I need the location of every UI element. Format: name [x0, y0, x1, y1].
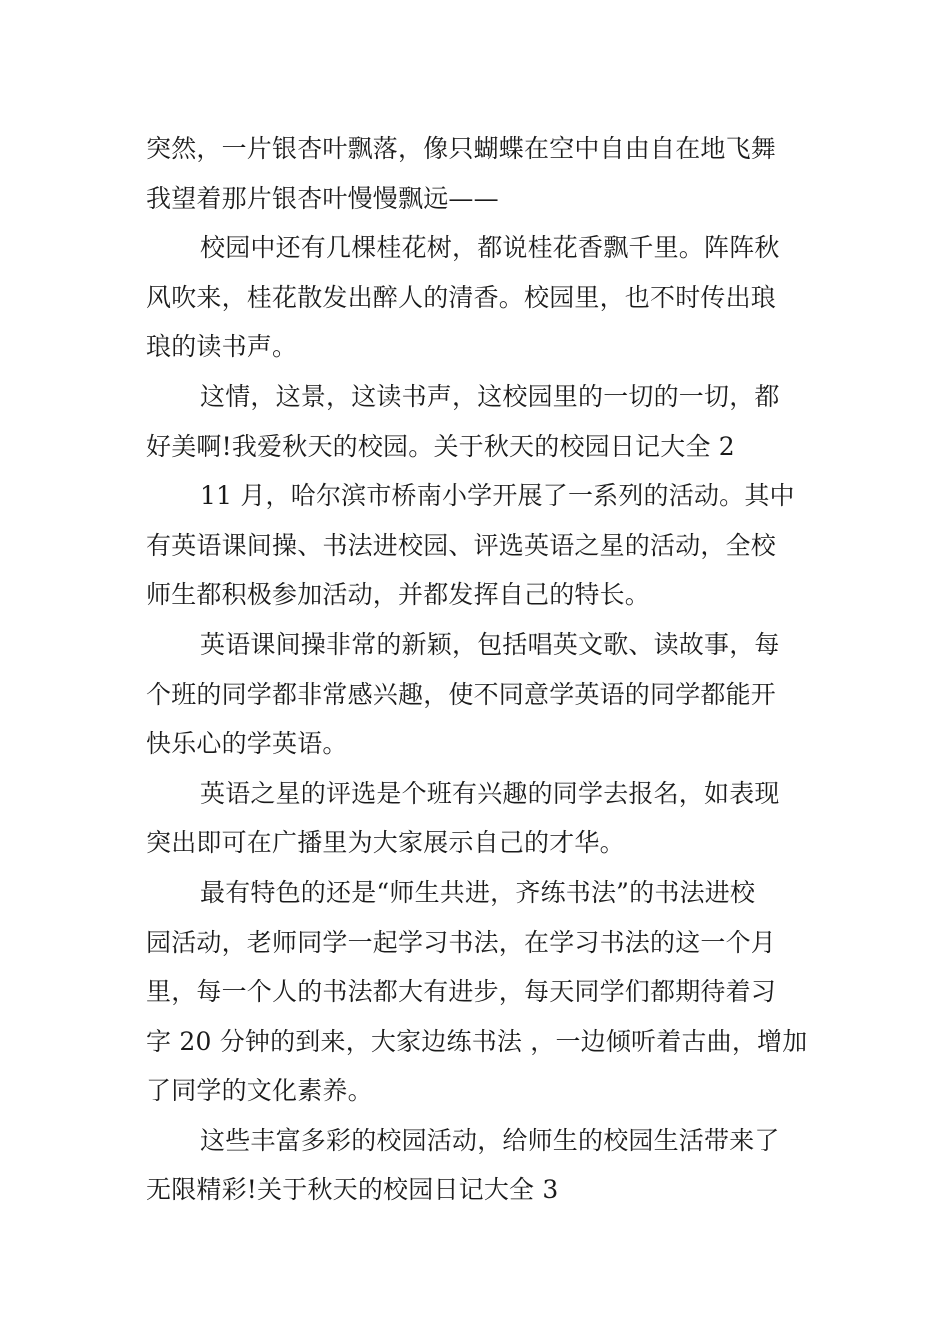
- text-line: 师生都积极参加活动，并都发挥自己的特长。: [146, 580, 651, 610]
- text-line: 快乐心的学英语。: [146, 729, 348, 759]
- text-line: 风吹来，桂花散发出醉人的清香。校园里，也不时传出琅: [146, 282, 777, 312]
- text-line: 琅的读书声。: [146, 332, 298, 362]
- text-line: 突然，一片银杏叶飘落，像只蝴蝶在空中自由自在地飞舞: [146, 134, 777, 163]
- paragraph-start-line: 最有特色的还是“师生共进，齐练书法”的书法进校: [200, 877, 756, 907]
- text-line: 有英语课间操、书法进校园、评选英语之星的活动，全校: [146, 530, 777, 560]
- text-line: 了同学的文化素养。: [146, 1076, 373, 1106]
- text-line: 字 20 分钟的到来，大家边练书法 ，一边倾听着古曲，增加: [146, 1026, 808, 1056]
- paragraph-start-line: 11 月，哈尔滨市桥南小学开展了一系列的活动。其中: [200, 481, 795, 511]
- text-line: 里，每一个人的书法都大有进步，每天同学们都期待着习: [146, 977, 777, 1007]
- text-line: 我望着那片银杏叶慢慢飘远——: [146, 183, 499, 213]
- document-body: [146, 124, 812, 1215]
- text-line: 个班的同学都非常感兴趣，使不同意学英语的同学都能开: [146, 679, 777, 709]
- paragraph-start-line: 英语课间操非常的新颖，包括唱英文歌、读故事，每: [200, 629, 780, 659]
- paragraph-start-line: 这情，这景，这读书声，这校园里的一切的一切，都: [200, 381, 780, 411]
- paragraph-start-line: 校园中还有几棵桂花树，都说桂花香飘千里。阵阵秋: [200, 233, 780, 263]
- text-line: 园活动，老师同学一起学习书法，在学习书法的这一个月: [146, 927, 777, 957]
- paragraph-start-line: 英语之星的评选是个班有兴趣的同学去报名，如表现: [200, 778, 780, 808]
- paragraph-start-line: 这些丰富多彩的校园活动，给师生的校园生活带来了: [200, 1125, 780, 1155]
- text-line: 好美啊!我爱秋天的校园。关于秋天的校园日记大全 2: [146, 431, 735, 461]
- text-line: 无限精彩!关于秋天的校园日记大全 3: [146, 1175, 559, 1205]
- text-line: 突出即可在广播里为大家展示自己的才华。: [146, 828, 625, 858]
